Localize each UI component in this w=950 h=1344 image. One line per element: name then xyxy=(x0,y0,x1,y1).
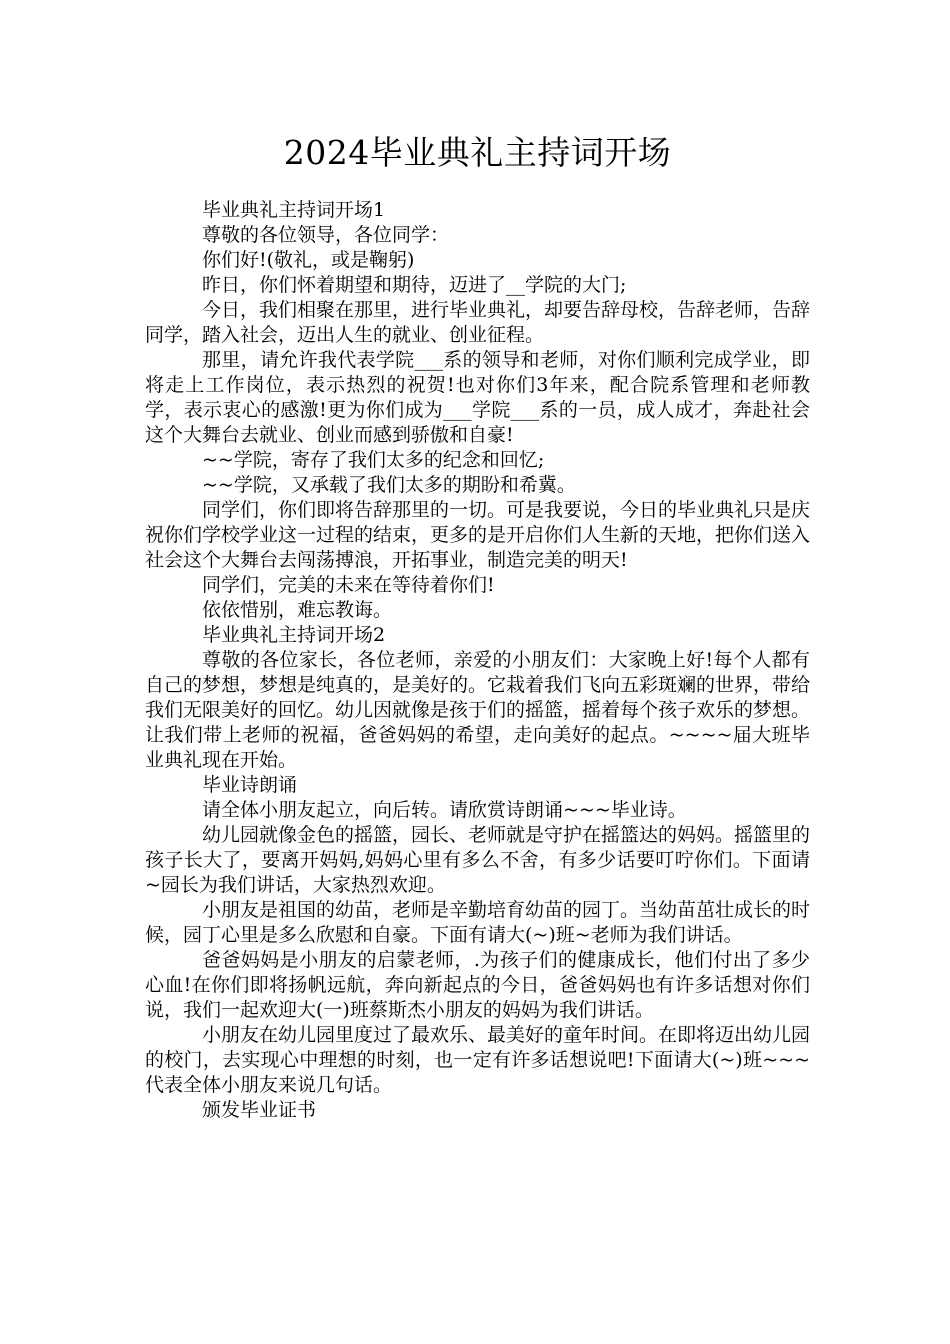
document-body xyxy=(145,198,810,1123)
paragraph: 昨日，你们怀着期望和期待，迈进了__学院的大门; xyxy=(202,274,627,296)
paragraph: 同学们，你们即将告辞那里的一切。可是我要说，今日的毕业典礼只是庆祝你们学校学业这一过程的结束，更多的是开启你们人生新的天地，把你们送入社会这个大舞台去闯荡搏浪，开拓事业，制造完美的明天! xyxy=(145,499,811,571)
paragraph: 尊敬的各位家长，各位老师，亲爱的小朋友们：大家晚上好!每个人都有自己的梦想，梦想是纯真的，是美好的。它栽着我们飞向五彩斑斓的世界，带给我们无限美好的回忆。幼儿因就像是孩于们的摇篮，摇着每个孩子欢乐的梦想。让我们带上老师的祝福，爸爸妈妈的希望，走向美好的起点。~~~~届大班毕业典礼现在开始。 xyxy=(145,649,811,771)
paragraph: 毕业典礼主持词开场1 xyxy=(202,199,386,221)
paragraph: 请全体小朋友起立，向后转。请欣赏诗朗诵~~~毕业诗。 xyxy=(202,799,687,821)
paragraph: 毕业典礼主持词开场2 xyxy=(202,624,386,646)
paragraph: 同学们，完美的未来在等待着你们! xyxy=(202,574,495,596)
paragraph: 小朋友是祖国的幼苗，老师是辛勤培育幼苗的园丁。当幼苗茁壮成长的时候，园丁心里是多么欣慰和自豪。下面有请大(~)班~老师为我们讲话。 xyxy=(145,899,811,946)
paragraph: 依依惜别，难忘教诲。 xyxy=(202,599,393,621)
paragraph: 那里，请允许我代表学院___系的领导和老师，对你们顺利完成学业，即将走上工作岗位，表示热烈的祝贺!也对你们3年来，配合院系管理和老师教学，表示衷心的感激!更为你们成为___学院___系的一员，成人成才，奔赴社会这个大舞台去就业、创业而感到骄傲和自豪! xyxy=(145,349,810,446)
document-page xyxy=(145,0,810,1123)
paragraph: ~~学院，寄存了我们太多的纪念和回忆; xyxy=(202,449,545,471)
paragraph: ~~学院，又承载了我们太多的期盼和希冀。 xyxy=(202,474,576,496)
document-title: 2024毕业典礼主持词开场 xyxy=(283,133,672,172)
paragraph: 你们好!(敬礼，或是鞠躬) xyxy=(202,249,415,271)
paragraph: 小朋友在幼儿园里度过了最欢乐、最美好的童年时间。在即将迈出幼儿园的校门，去实现心中理想的时刻，也一定有许多话想说吧!下面请大(~)班~~~代表全体小朋友来说几句话。 xyxy=(145,1024,811,1096)
paragraph: 毕业诗朗诵 xyxy=(202,774,298,796)
paragraph: 幼儿园就像金色的摇篮，园长、老师就是守护在摇篮达的妈妈。摇篮里的孩子长大了，要离开妈妈,妈妈心里有多么不舍，有多少话要叮咛你们。下面请~园长为我们讲话，大家热烈欢迎。 xyxy=(145,824,811,896)
paragraph: 爸爸妈妈是小朋友的启蒙老师，.为孩子们的健康成长，他们付出了多少心血!在你们即将扬帆远航，奔向新起点的今日，爸爸妈妈也有许多话想对你们说，我们一起欢迎大(一)班蔡斯杰小朋友的妈妈为我们讲话。 xyxy=(145,949,810,1021)
paragraph: 尊敬的各位领导，各位同学： xyxy=(202,224,450,246)
paragraph: 颁发毕业证书 xyxy=(202,1099,317,1121)
paragraph: 今日，我们相聚在那里，进行毕业典礼，却要告辞母校，告辞老师，告辞同学，踏入社会，迈出人生的就业、创业征程。 xyxy=(145,299,811,346)
